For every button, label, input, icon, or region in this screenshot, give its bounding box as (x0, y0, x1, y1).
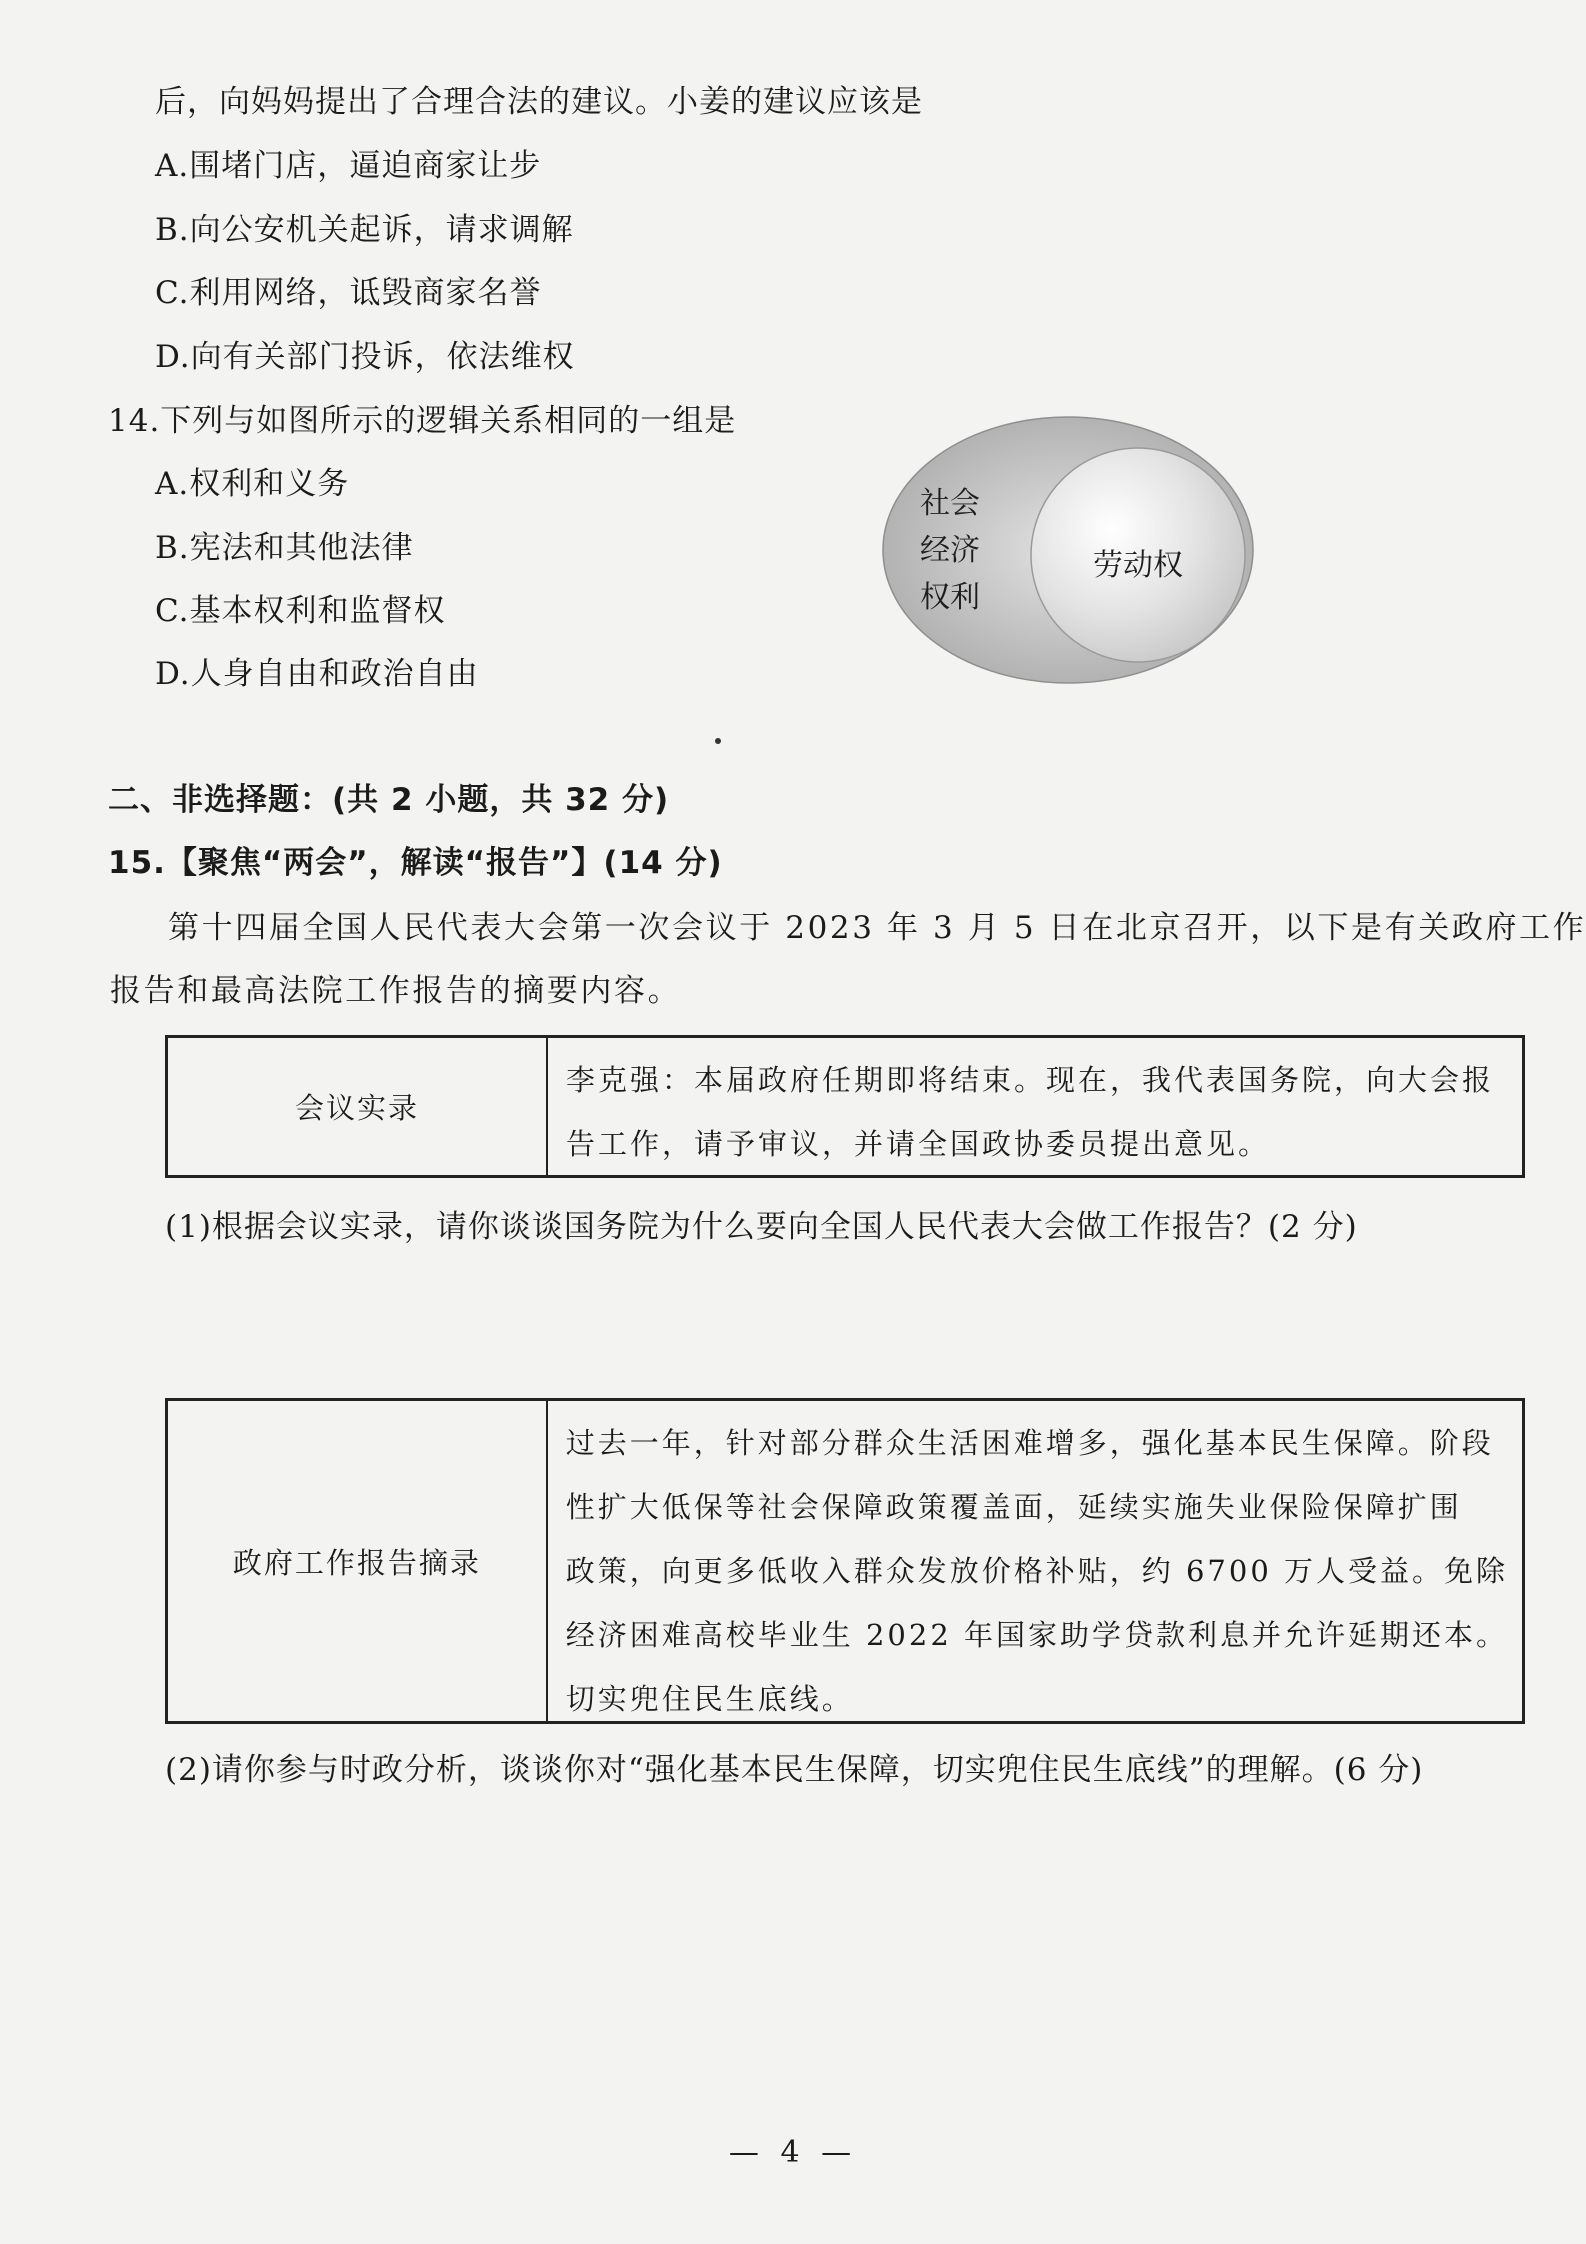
gov-report-content (548, 1401, 1522, 1721)
meeting-record-label: 会议实录 (168, 1038, 548, 1175)
gov-report-line: 政策，向更多低收入群众发放价格补贴，约 6700 万人受益。免除 (565, 1554, 1508, 1588)
meeting-record-content (548, 1038, 1508, 1175)
outer-label-line-2: 经济 (920, 533, 980, 568)
section-2-heading: 二、非选择题：(共 2 小题，共 32 分) (108, 782, 670, 818)
q15-title: 15.【聚焦“两会”，解读“报告”】(14 分) (108, 845, 723, 881)
gov-report-line: 性扩大低保等社会保障政策覆盖面，延续实施失业保险保障扩围 (565, 1490, 1462, 1524)
q13-option-a: A.围堵门店，逼迫商家让步 (155, 148, 542, 184)
gov-report-line: 经济困难高校毕业生 2022 年国家助学贷款利息并允许延期还本。 (565, 1618, 1508, 1652)
inner-label: 劳动权 (1093, 548, 1183, 583)
q15-intro-line-1: 第十四届全国人民代表大会第一次会议于 2023 年 3 月 5 日在北京召开，以下是有关政府工作 (168, 910, 1586, 946)
q14-option-a: A.权利和义务 (155, 466, 350, 502)
outer-label-line-1: 社会 (920, 486, 980, 521)
q15-intro-line-2: 报告和最高法院工作报告的摘要内容。 (110, 973, 682, 1009)
venn-diagram (870, 405, 1270, 695)
meeting-record-line: 李克强：本届政府任期即将结束。现在，我代表国务院，向大会报 (566, 1063, 1495, 1097)
q14-stem: 14.下列与如图所示的逻辑关系相同的一组是 (108, 403, 737, 439)
q15-sub-question-1: (1)根据会议实录，请你谈谈国务院为什么要向全国人民代表大会做工作报告？(2 分) (165, 1209, 1358, 1245)
gov-report-table (165, 1398, 1525, 1724)
q14-option-b: B.宪法和其他法律 (155, 530, 414, 566)
meeting-record-table (165, 1035, 1525, 1178)
meeting-record-line: 告工作，请予审议，并请全国政协委员提出意见。 (566, 1127, 1271, 1161)
q14-option-c: C.基本权利和监督权 (155, 593, 446, 629)
q13-option-d: D.向有关部门投诉，依法维权 (155, 339, 575, 375)
q13-option-b: B.向公安机关起诉，请求调解 (155, 212, 574, 248)
page-number: — 4 — (728, 2135, 858, 2170)
gov-report-label: 政府工作报告摘录 (168, 1401, 548, 1721)
gov-report-line: 切实兜住民生底线。 (565, 1682, 854, 1716)
q13-stem-tail: 后，向妈妈提出了合理合法的建议。小姜的建议应该是 (155, 84, 923, 120)
outer-label-line-3: 权利 (920, 580, 980, 615)
q13-option-c: C.利用网络，诋毁商家名誉 (155, 275, 542, 311)
q14-option-d: D.人身自由和政治自由 (155, 656, 479, 692)
gov-report-line: 过去一年，针对部分群众生活困难增多，强化基本民生保障。阶段 (565, 1426, 1494, 1460)
stray-dot (715, 738, 721, 744)
q15-sub-question-2: (2)请你参与时政分析，谈谈你对“强化基本民生保障，切实兜住民生底线”的理解。(6 分) (165, 1752, 1424, 1788)
